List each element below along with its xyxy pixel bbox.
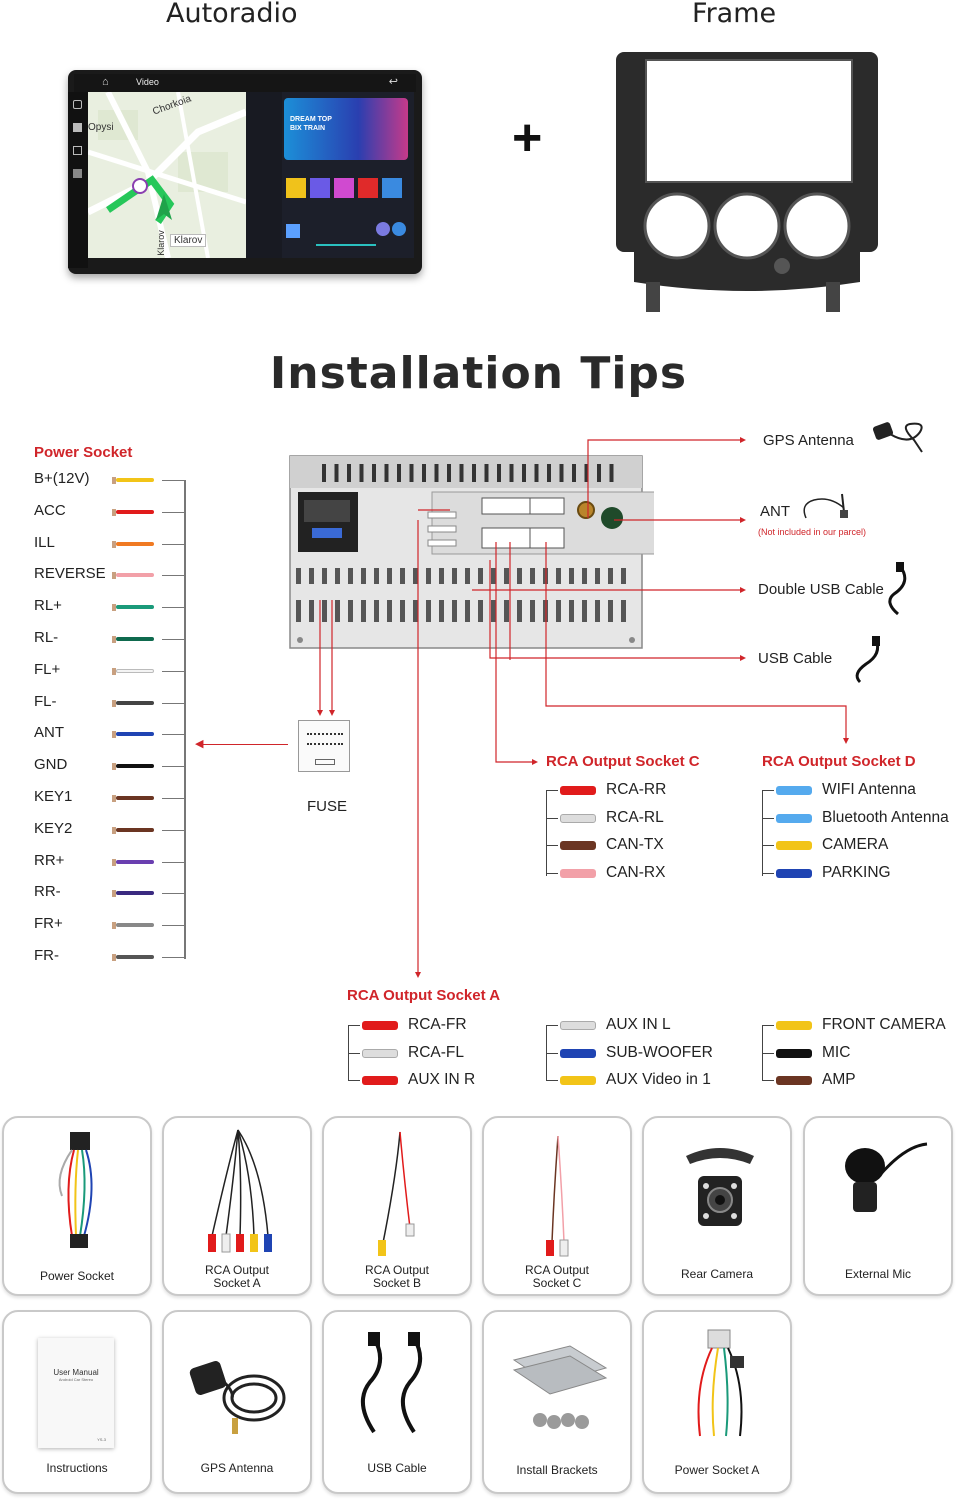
rca-item bbox=[762, 1043, 957, 1063]
power-socket-title: Power Socket bbox=[34, 444, 133, 461]
accessory-card-rca-b[interactable] bbox=[322, 1116, 472, 1296]
rca-plug bbox=[776, 814, 812, 823]
bracket-tick bbox=[546, 1053, 558, 1054]
rca-item-label: Bluetooth Antenna bbox=[822, 808, 949, 826]
rca-plug bbox=[776, 786, 812, 795]
rca-item-label: MIC bbox=[822, 1043, 851, 1061]
accessory-label: RCA Output Socket B bbox=[364, 1263, 430, 1290]
map-label: Opysi bbox=[88, 122, 114, 133]
accessory-card-power-socket[interactable] bbox=[2, 1116, 152, 1296]
accessory-label: Rear Camera bbox=[680, 1267, 754, 1281]
power-pin-label: RR+ bbox=[34, 851, 65, 869]
bracket-tick bbox=[546, 790, 558, 791]
usb-cable-icon bbox=[846, 636, 886, 686]
manual-title: User Manual bbox=[53, 1368, 99, 1377]
rca-item bbox=[546, 835, 746, 855]
rca-item bbox=[762, 835, 957, 855]
rca-plug bbox=[560, 1021, 596, 1030]
accessory-label: External Mic bbox=[844, 1267, 912, 1281]
gps-antenna-accessory-icon bbox=[184, 1352, 294, 1442]
power-pin-label: KEY1 bbox=[34, 788, 73, 805]
accessory-label: Power Socket bbox=[39, 1269, 115, 1283]
power-socket-a-icon bbox=[680, 1326, 760, 1456]
page-title: Installation Tips bbox=[269, 348, 688, 399]
rca-item-label: SUB-WOOFER bbox=[606, 1043, 713, 1061]
bracket-tick bbox=[546, 1080, 558, 1081]
back-icon: ↩ bbox=[388, 76, 398, 88]
ant-note: (Not included in our parcel) bbox=[758, 527, 867, 537]
power-pin-label: ILL bbox=[34, 533, 55, 551]
bracket-tick bbox=[762, 873, 774, 874]
rca-item bbox=[348, 1070, 548, 1090]
power-pin-label: B+(12V) bbox=[34, 470, 90, 487]
rca-item bbox=[546, 863, 746, 883]
rca-b-harness-icon bbox=[370, 1128, 430, 1262]
arrow-left-icon: ◀ bbox=[195, 738, 204, 750]
power-pin-label: FL+ bbox=[34, 660, 61, 678]
fuse-box bbox=[298, 720, 350, 772]
rca-d-title: RCA Output Socket D bbox=[762, 753, 916, 770]
bracket-tick bbox=[546, 845, 558, 846]
power-pin-label: FR- bbox=[34, 947, 59, 964]
rca-plug bbox=[776, 1076, 812, 1085]
rca-plug bbox=[560, 1049, 596, 1058]
bracket-tick bbox=[546, 1025, 558, 1026]
rca-harness-icon bbox=[198, 1126, 280, 1266]
rca-plug bbox=[362, 1021, 398, 1030]
manual-document bbox=[38, 1338, 114, 1448]
bracket-tick bbox=[762, 790, 774, 791]
rca-item-label: RCA-RL bbox=[606, 808, 664, 826]
power-pin-label: GND bbox=[34, 756, 68, 774]
rca-item bbox=[546, 808, 746, 828]
accessory-label: Instructions bbox=[46, 1461, 108, 1475]
rca-item bbox=[762, 863, 957, 883]
rca-item-label: CAN-TX bbox=[606, 836, 664, 853]
rca-item bbox=[762, 808, 957, 828]
rca-item bbox=[762, 1015, 957, 1035]
power-pin-label: REVERSE bbox=[34, 565, 106, 583]
rca-plug bbox=[560, 841, 596, 850]
rear-camera-icon bbox=[680, 1140, 760, 1250]
rca-item bbox=[546, 1015, 746, 1035]
accessory-card-external-mic[interactable] bbox=[803, 1116, 953, 1296]
rca-item-label: CAN-RX bbox=[606, 863, 666, 881]
power-pin-label: ACC bbox=[34, 501, 66, 519]
accessory-card-usb-cable[interactable] bbox=[322, 1310, 472, 1494]
rca-plug bbox=[560, 869, 596, 878]
gps-antenna-label: GPS Antenna bbox=[763, 432, 854, 449]
rca-plug bbox=[560, 786, 596, 795]
rca-item-label: CAMERA bbox=[822, 836, 889, 853]
accessory-label: RCA Output Socket C bbox=[524, 1263, 590, 1290]
rca-c-title: RCA Output Socket C bbox=[546, 753, 700, 770]
bracket-tick bbox=[348, 1080, 360, 1081]
rca-plug bbox=[362, 1076, 398, 1085]
usb-cable-accessory-icon bbox=[354, 1332, 444, 1442]
rca-item bbox=[348, 1015, 548, 1035]
rca-item-label: AUX IN L bbox=[606, 1016, 671, 1033]
double-usb-label: Double USB Cable bbox=[758, 581, 884, 598]
map-label: Chorkoia bbox=[151, 93, 193, 118]
promo-line: BIX TRAIN bbox=[290, 125, 325, 132]
accessory-label: Install Brackets bbox=[516, 1463, 598, 1477]
accessory-card-power-socket-a[interactable] bbox=[642, 1310, 792, 1494]
accessory-card-rca-c[interactable] bbox=[482, 1116, 632, 1296]
bracket-tick bbox=[348, 1053, 360, 1054]
rca-item-label: FRONT CAMERA bbox=[822, 1016, 946, 1033]
external-mic-icon bbox=[835, 1136, 931, 1236]
rca-plug bbox=[776, 869, 812, 878]
bracket-tick bbox=[762, 818, 774, 819]
rca-item-label: PARKING bbox=[822, 863, 891, 881]
rca-item-label: AUX IN R bbox=[408, 1071, 476, 1088]
rca-item bbox=[546, 1043, 746, 1063]
rca-plug bbox=[560, 814, 596, 823]
rca-item-label: WIFI Antenna bbox=[822, 781, 916, 798]
home-icon: ⌂ bbox=[102, 76, 109, 88]
power-pin-label: KEY2 bbox=[34, 819, 73, 837]
power-pin-label: FL- bbox=[34, 692, 57, 710]
double-usb-icon bbox=[880, 562, 920, 618]
rca-a-title: RCA Output Socket A bbox=[347, 987, 501, 1004]
map-label: Klarov bbox=[170, 234, 206, 247]
screen-title: Video bbox=[136, 77, 159, 87]
bracket-tick bbox=[762, 845, 774, 846]
accessory-card-install-brackets[interactable] bbox=[482, 1310, 632, 1494]
bracket-tick bbox=[762, 1080, 774, 1081]
bracket-tick bbox=[546, 873, 558, 874]
power-pin-label: RR- bbox=[34, 883, 61, 901]
rca-item bbox=[546, 780, 746, 800]
accessory-label: Power Socket A bbox=[674, 1463, 760, 1477]
accessory-card-rear-camera[interactable] bbox=[642, 1116, 792, 1296]
manual-subtitle: Android Car Stereo bbox=[58, 1377, 94, 1382]
gps-antenna-icon bbox=[870, 416, 930, 456]
power-pin-label: RL+ bbox=[34, 597, 62, 615]
bracket-tick bbox=[762, 1053, 774, 1054]
bracket-tick bbox=[348, 1025, 360, 1026]
autoradio-heading: Autoradio bbox=[166, 0, 298, 29]
brackets-icon bbox=[510, 1340, 610, 1440]
rca-plug bbox=[362, 1049, 398, 1058]
accessory-label: RCA Output Socket A bbox=[204, 1263, 270, 1290]
bracket-tick bbox=[762, 1025, 774, 1026]
accessory-card-instructions[interactable] bbox=[2, 1310, 152, 1494]
rca-item bbox=[348, 1043, 548, 1063]
accessory-label: GPS Antenna bbox=[200, 1461, 274, 1475]
map-label: Klarov bbox=[155, 230, 166, 256]
power-pin-label: ANT bbox=[34, 724, 64, 742]
rca-item-label: AMP bbox=[822, 1071, 856, 1088]
power-harness-icon bbox=[44, 1126, 114, 1274]
rca-plug bbox=[776, 1021, 812, 1030]
rca-c-harness-icon bbox=[534, 1132, 584, 1262]
rca-item bbox=[762, 780, 957, 800]
accessory-card-rca-a[interactable] bbox=[162, 1116, 312, 1296]
rca-item bbox=[762, 1070, 957, 1090]
rca-item bbox=[546, 1070, 746, 1090]
accessory-card-gps-antenna[interactable] bbox=[162, 1310, 312, 1494]
frame-heading: Frame bbox=[692, 0, 777, 29]
ant-icon bbox=[800, 490, 856, 524]
rca-item-label: RCA-FL bbox=[408, 1043, 464, 1061]
rca-plug bbox=[560, 1076, 596, 1085]
ant-label: ANT bbox=[760, 503, 790, 520]
rca-item-label: RCA-RR bbox=[606, 781, 667, 798]
manual-code: YS-3 bbox=[97, 1437, 106, 1442]
power-pin-label: FR+ bbox=[34, 915, 63, 933]
fuse-label: FUSE bbox=[307, 798, 348, 815]
plus-sign: + bbox=[512, 109, 543, 167]
rca-plug bbox=[776, 1049, 812, 1058]
usb-label: USB Cable bbox=[758, 650, 833, 667]
accessory-label: USB Cable bbox=[367, 1461, 427, 1475]
promo-line: DREAM TOP bbox=[290, 116, 332, 123]
rca-item-label: AUX Video in 1 bbox=[606, 1071, 711, 1088]
rca-item-label: RCA-FR bbox=[408, 1016, 467, 1033]
power-pin-label: RL- bbox=[34, 629, 59, 646]
bracket-tick bbox=[546, 818, 558, 819]
rca-plug bbox=[776, 841, 812, 850]
